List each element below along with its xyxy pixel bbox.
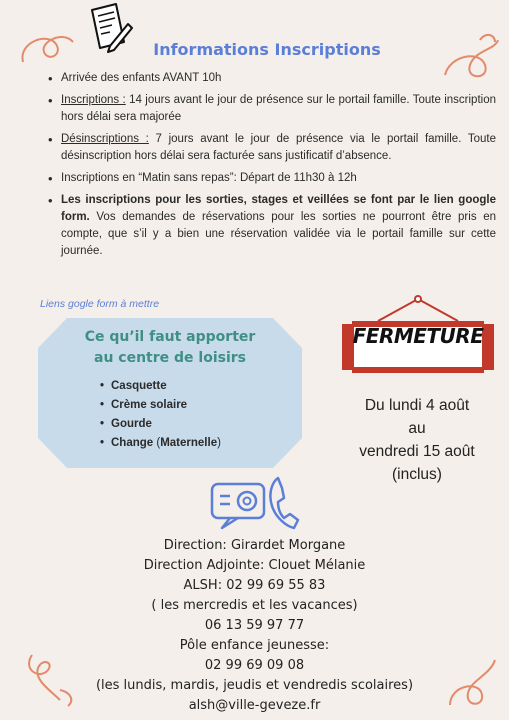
bring-title-line: au centre de loisirs [94, 350, 246, 366]
contact-line: Direction: Girardet Morgane [163, 538, 346, 553]
email-phone-icon [210, 474, 300, 534]
bring-list [100, 377, 221, 453]
item-note: Maternelle [160, 437, 218, 449]
contact-line: ALSH: 02 99 69 55 83 [183, 578, 326, 593]
rule-label: Désinscriptions : [61, 133, 149, 145]
paren-close: ) [217, 437, 221, 449]
list-item [48, 70, 496, 87]
bring-title [38, 327, 302, 369]
contact-line: Pôle enfance jeunesse: [179, 638, 330, 653]
closure-line: au [408, 420, 426, 437]
list-item: • Gourde [100, 415, 221, 434]
inscription-rules-list [48, 70, 496, 265]
bring-title-line: Ce qu’il faut apporter [84, 329, 256, 345]
closure-line: (inclus) [392, 466, 442, 483]
rule-label: Inscriptions : [61, 94, 126, 106]
closure-line: vendredi 15 août [359, 443, 475, 460]
rule-bold-text: Les inscriptions pour les sorties, stages et veillées se font par le lien google form. [61, 194, 496, 223]
contact-line: (les lundis, mardis, jeudis et vendredis scolaires) [95, 678, 414, 693]
closure-sign-label: FERMETURE [352, 324, 484, 348]
rule-text: Arrivée des enfants AVANT 10h [61, 72, 222, 84]
closure-dates [330, 394, 504, 486]
contact-line: 02 99 69 09 08 [204, 658, 305, 673]
list-item [48, 131, 496, 165]
item-label: Change [111, 437, 154, 449]
page-title: Informations Inscriptions [153, 40, 381, 59]
list-item: • Casquette [100, 377, 221, 396]
paren-open: ( [153, 437, 161, 449]
contact-line: ( les mercredis et les vacances) [151, 598, 358, 613]
list-item [48, 170, 496, 187]
rule-text: 14 jours avant le jour de présence sur le portail famille. Toute inscription hors délai sera majorée [61, 94, 496, 123]
rule-text: Inscriptions en “Matin sans repas”: Départ de 11h30 à 12h [61, 172, 357, 184]
contact-line: 06 13 59 97 77 [204, 618, 305, 633]
rule-text: 7 jours avant le jour de présence via le portail famille. Toute désinscription hors délai sera facturée sans justificatif d’absence. [61, 133, 496, 162]
closure-line: Du lundi 4 août [364, 397, 470, 414]
email-link[interactable]: alsh@ville-geveze.fr [188, 698, 321, 713]
google-form-note: Liens gogle form à mettre [40, 298, 160, 310]
list-item [48, 192, 496, 260]
rule-text: Vos demandes de réservations pour les sorties ne pourront être pris en compte, que s’il y a bien une réservation validée via le portail famille sur cette journée. [61, 211, 496, 257]
contact-line: Direction Adjointe: Clouet Mélanie [143, 558, 366, 573]
contact-block [0, 536, 509, 716]
list-item [100, 434, 221, 453]
list-item: • Crème solaire [100, 396, 221, 415]
list-item [48, 92, 496, 126]
